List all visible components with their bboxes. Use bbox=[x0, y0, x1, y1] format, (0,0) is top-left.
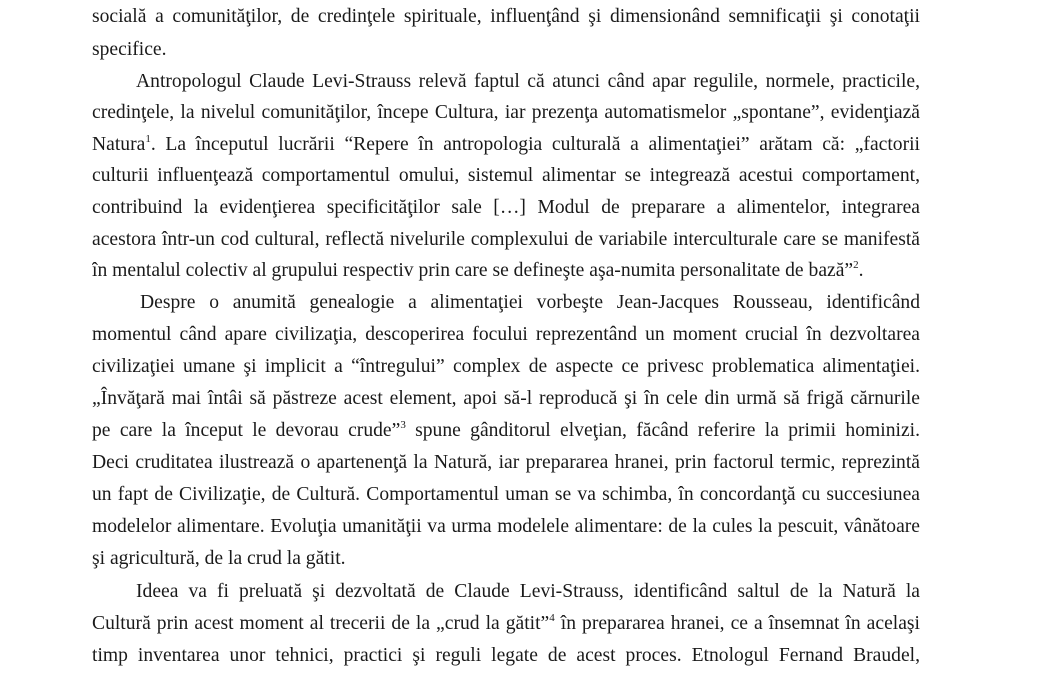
text-line: contribuind la evidenţierea specificităţilor sale […] Modul de preparare a alimentelor, integrarea bbox=[92, 197, 920, 218]
footnote-mark: 3 bbox=[400, 419, 406, 432]
text-line: pe care la început le devorau crude”$^3$ spune gânditorul elveţian, făcând referire la primii hominizi. bbox=[92, 419, 920, 441]
text-line: Cultură prin acest moment al trecerii de la „crud la gătit”$^4$ în prepararea hranei, ce a însemnat în acelaşi bbox=[92, 612, 920, 634]
text-line: timp inventarea unor tehnici, practici şi reguli legate de acest proces. Etnologul Fernand Braudel, bbox=[92, 645, 920, 666]
footnote-mark: 4 bbox=[549, 612, 555, 625]
text-line: un fapt de Civilizaţie, de Cultură. Comportamentul uman se va schimba, în concordanţă cu succesiunea bbox=[92, 484, 920, 505]
text-line: culturii influenţează comportamentul omului, sistemul alimentar se integrează acestui comportament, bbox=[92, 165, 920, 186]
footnote-mark: 1 bbox=[145, 133, 151, 146]
text-line: socială a comunităţilor, de credinţele spirituale, influenţând şi dimensionând semnificaţii şi conotaţii bbox=[92, 6, 920, 27]
paragraph-start-line: Despre o anumită genealogie a alimentaţiei vorbeşte Jean-Jacques Rousseau, identificând bbox=[140, 292, 920, 313]
text-line: modelelor alimentare. Evoluţia umanităţii va urma modelele alimentare: de la cules la pescuit, vânătoare bbox=[92, 516, 920, 537]
text-line: Natura$^1$. La începutul lucrării “Repere în antropologia culturală a alimentaţiei” arătam că: „factorii bbox=[92, 133, 920, 155]
text-line: în mentalul colectiv al grupului respectiv prin care se defineşte aşa-numita personalitate de bază”$^2$. bbox=[92, 259, 864, 281]
text-line: credinţele, la nivelul comunităţilor, începe Cultura, iar prezenţa automatismelor „spontane”, evidenţiază bbox=[92, 102, 920, 123]
text-line: acestora într-un cod cultural, reflectă nivelurile complexului de variabile interculturale care se manifestă bbox=[92, 229, 920, 250]
text-line: civilizaţiei umane şi implicit a “întregului” complex de aspecte ce privesc problematica alimentaţiei. bbox=[92, 356, 920, 377]
footnote-mark: 2 bbox=[853, 259, 859, 272]
paragraph-start-line: Antropologul Claude Levi-Strauss relevă faptul că atunci când apar regulile, normele, practicile, bbox=[136, 71, 920, 92]
text-line: şi agricultură, de la crud la gătit. bbox=[92, 548, 346, 569]
text-line: Deci cruditatea ilustrează o apartenenţă la Natură, iar prepararea hranei, prin factorul termic, reprezintă bbox=[92, 452, 920, 473]
text-line: momentul când apare civilizaţia, descoperirea focului reprezentând un moment crucial în dezvoltarea bbox=[92, 324, 920, 345]
text-line: specifice. bbox=[92, 39, 167, 60]
paragraph-start-line: Ideea va fi preluată şi dezvoltată de Claude Levi-Strauss, identificând saltul de la Natură la bbox=[136, 581, 920, 602]
text-line: „Învăţară mai întâi să păstreze acest element, apoi să-l reproducă şi în cele din urmă să frigă cărnurile bbox=[92, 388, 920, 409]
